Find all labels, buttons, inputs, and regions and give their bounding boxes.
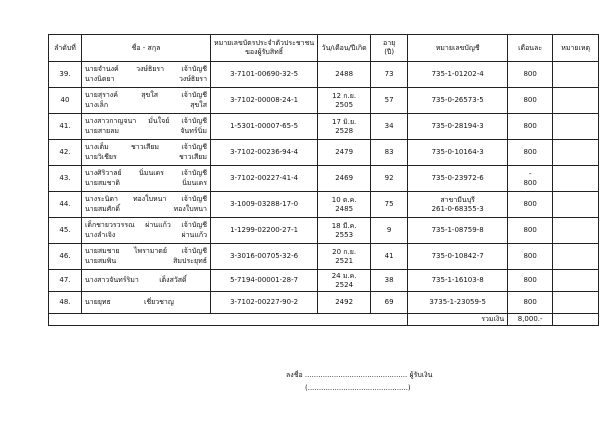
- row-amount: [508, 114, 553, 140]
- row-age: 83: [371, 140, 408, 166]
- row-dob: [318, 192, 371, 218]
- row-dob: [318, 244, 371, 270]
- beneficiary-name-part: นางนิตยา: [85, 75, 115, 83]
- row-number: 42.: [49, 140, 82, 166]
- header-age-line: อายุ: [383, 39, 396, 47]
- row-dob: [318, 292, 371, 314]
- table-row: [49, 166, 599, 192]
- beneficiary-name-part: สุขใส: [190, 101, 207, 109]
- beneficiary-name-part: นายสายลม: [85, 127, 120, 135]
- beneficiary-name-part: นายวิเชียร: [85, 153, 117, 161]
- row-account: [408, 192, 508, 218]
- row-name: [82, 192, 211, 218]
- dob-line: 2505: [335, 100, 354, 109]
- beneficiary-name: [85, 231, 207, 240]
- row-number: 47.: [49, 270, 82, 292]
- row-age: 9: [371, 218, 408, 244]
- row-name: [82, 244, 211, 270]
- beneficiary-name: [85, 257, 207, 266]
- row-note: [553, 192, 599, 218]
- row-account: [408, 62, 508, 88]
- dob-line: 20 ก.ย.: [332, 247, 357, 256]
- row-note: [553, 166, 599, 192]
- account-holder-name-part: นางศิริวาลย์: [85, 169, 122, 177]
- signature-name-parentheses: (.............................................): [305, 384, 411, 392]
- table-row: [49, 270, 599, 292]
- amount-line: 800: [523, 298, 537, 306]
- account-holder-name-part: นิ่มนเดร: [139, 169, 164, 177]
- amount-line: 800: [523, 252, 537, 260]
- account-holder-name-part: ไพรามาตย์: [133, 247, 167, 255]
- table-row: [49, 140, 599, 166]
- dob-line: 10 ต.ค.: [331, 195, 357, 204]
- row-name: [82, 218, 211, 244]
- account-holder-name-part: นางสาวกาญจนา: [85, 117, 137, 125]
- table-row: [49, 292, 599, 314]
- account-holder-name-part: เจ้าบัญชี: [181, 195, 207, 203]
- dob-line: 2528: [335, 126, 354, 135]
- beneficiary-name-part: นายสมชาติ: [85, 179, 120, 187]
- dob-line: 2479: [335, 148, 354, 156]
- row-age: 73: [371, 62, 408, 88]
- header-age: [371, 35, 408, 62]
- account-holder-name-part: เต็งสวัสดิ์: [159, 276, 187, 284]
- account-line: 735-0-26573-5: [431, 96, 484, 104]
- row-id-card: 3-3016-00705-32-6: [211, 244, 318, 270]
- row-amount: [508, 218, 553, 244]
- header-account: หมายเลขบัญชี: [408, 35, 508, 62]
- row-id-card: 3-7102-00008-24-1: [211, 88, 318, 114]
- amount-line: 800: [523, 276, 537, 284]
- row-dob: [318, 166, 371, 192]
- amount-line: 800: [523, 178, 537, 187]
- account-line: 735-0-10164-3: [431, 148, 484, 156]
- row-dob: [318, 62, 371, 88]
- beneficiary-name-part: สิมประยุทธ์: [173, 257, 207, 265]
- row-number: 48.: [49, 292, 82, 314]
- row-amount: [508, 244, 553, 270]
- amount-line: -: [528, 169, 532, 178]
- row-age: 75: [371, 192, 408, 218]
- row-dob: [318, 88, 371, 114]
- account-line: 735-1-08759-8: [431, 226, 484, 234]
- table-row: [49, 62, 599, 88]
- total-value: 8,000.-: [508, 314, 553, 326]
- dob-line: 12 ก.ย.: [332, 91, 357, 100]
- header-amount: เดือนละ: [508, 35, 553, 62]
- account-line: 3735-1-23059-5: [429, 298, 486, 306]
- header-name: ชื่อ - สกุล: [82, 35, 211, 62]
- beneficiary-name: [85, 179, 207, 188]
- account-line: 735-0-10842-7: [431, 252, 484, 260]
- amount-line: 800: [523, 148, 537, 156]
- beneficiary-name-part: นายสมพิน: [85, 257, 117, 265]
- beneficiary-name-part: นางลำเจิง: [85, 231, 116, 239]
- account-holder-name-part: เจ้าบัญชี: [181, 117, 207, 125]
- row-note: [553, 88, 599, 114]
- beneficiary-name-part: ชาวเสียม: [179, 153, 207, 161]
- beneficiary-name: [85, 101, 207, 110]
- row-note: [553, 292, 599, 314]
- row-name: [82, 88, 211, 114]
- row-dob: [318, 218, 371, 244]
- account-holder-name-part: ทองใบหนา: [132, 195, 167, 203]
- beneficiary-name-part: วงษ์ธิยรา: [178, 75, 207, 83]
- amount-line: 800: [523, 226, 537, 234]
- header-note: หมายเหตุ: [553, 35, 599, 62]
- account-holder-name: [85, 195, 207, 204]
- total-note: [553, 314, 599, 326]
- row-age: 34: [371, 114, 408, 140]
- table-header-row: [49, 35, 599, 62]
- amount-line: 800: [523, 122, 537, 130]
- header-id-card-line: ของผู้รับสิทธิ์: [245, 48, 283, 56]
- row-name: [82, 114, 211, 140]
- account-holder-name: [85, 117, 207, 126]
- header-id-card-line: หมายเลขบัตรประจำตัวประชาชน: [214, 39, 315, 47]
- dob-line: 24 ม.ค.: [331, 271, 357, 280]
- row-account: [408, 114, 508, 140]
- table-row: [49, 244, 599, 270]
- row-number: 46.: [49, 244, 82, 270]
- beneficiary-table: [48, 34, 599, 326]
- table-row: [49, 114, 599, 140]
- beneficiary-name-part: ผ่านแก้ว: [181, 231, 207, 239]
- beneficiary-name-part: นางเล็ก: [85, 101, 109, 109]
- account-holder-name: [85, 276, 207, 285]
- row-id-card: 3-7101-00690-32-5: [211, 62, 318, 88]
- account-holder-name: [85, 143, 207, 152]
- account-line: สาขามีนบุรี: [440, 195, 475, 204]
- row-name: [82, 140, 211, 166]
- amount-line: 800: [523, 200, 537, 208]
- total-row: [49, 314, 599, 326]
- table-row: [49, 218, 599, 244]
- dob-line: 2553: [335, 230, 354, 239]
- dob-line: 2524: [335, 280, 354, 289]
- total-blank: [49, 314, 408, 326]
- row-note: [553, 140, 599, 166]
- dob-line: 2485: [335, 204, 354, 213]
- row-id-card: 5-7194-00001-28-7: [211, 270, 318, 292]
- account-holder-name-part: เจ้าบัญชี: [181, 221, 207, 229]
- row-account: [408, 244, 508, 270]
- signature-dots: ..............................................: [304, 371, 408, 379]
- account-holder-name-part: ชาวเสียม: [131, 143, 160, 151]
- account-holder-name: [85, 169, 207, 178]
- row-account: [408, 270, 508, 292]
- row-number: 43.: [49, 166, 82, 192]
- dob-line: 2492: [335, 298, 354, 306]
- beneficiary-name-part: ทองใบหนา: [173, 205, 207, 213]
- beneficiary-name-part: นิ่มนเดร: [182, 179, 207, 187]
- row-number: 40: [49, 88, 82, 114]
- row-amount: [508, 62, 553, 88]
- account-line: 735-1-01202-4: [431, 70, 484, 78]
- row-amount: [508, 88, 553, 114]
- header-no: ลำดับที่: [49, 35, 82, 62]
- account-holder-name-part: นายสุรางค์: [85, 91, 118, 99]
- signature-label: ลงชื่อ: [286, 371, 303, 379]
- dob-line: 18 มี.ค.: [331, 221, 357, 230]
- row-account: [408, 166, 508, 192]
- row-note: [553, 270, 599, 292]
- dob-line: 17 มิ.ย.: [331, 117, 357, 126]
- row-id-card: 1-5301-00007-65-5: [211, 114, 318, 140]
- dob-line: 2488: [335, 70, 354, 78]
- dob-line: 2521: [335, 256, 354, 265]
- row-id-card: 3-7102-00227-41-4: [211, 166, 318, 192]
- table-row: [49, 88, 599, 114]
- beneficiary-name-part: จันทร์นิ่ม: [180, 127, 207, 135]
- account-holder-name-part: เจ้าบัญชี: [181, 91, 207, 99]
- row-account: [408, 88, 508, 114]
- row-account: [408, 140, 508, 166]
- row-name: [82, 270, 211, 292]
- row-amount: [508, 166, 553, 192]
- beneficiary-name-part: นายสมศักดิ์: [85, 205, 120, 213]
- account-line: 261-0-68355-3: [431, 204, 484, 213]
- account-holder-name-part: นายจำนงค์: [85, 65, 119, 73]
- account-holder-name-part: ผ่านแก้ว: [145, 221, 171, 229]
- header-age-line: (ปี): [384, 48, 395, 56]
- account-line: 735-0-23972-6: [431, 174, 484, 182]
- row-name: [82, 166, 211, 192]
- account-holder-name: [85, 65, 207, 74]
- account-holder-name-part: วงษ์ธิยรา: [136, 65, 165, 73]
- row-dob: [318, 114, 371, 140]
- row-note: [553, 244, 599, 270]
- account-holder-name-part: เจ้าบัญชี: [181, 65, 207, 73]
- row-note: [553, 62, 599, 88]
- row-note: [553, 114, 599, 140]
- row-note: [553, 218, 599, 244]
- row-account: [408, 218, 508, 244]
- row-age: 92: [371, 166, 408, 192]
- row-name: [82, 292, 211, 314]
- account-holder-name: [85, 221, 207, 230]
- beneficiary-name: [85, 205, 207, 214]
- account-holder-name-part: นางระนิดา: [85, 195, 118, 203]
- beneficiary-name: [85, 127, 207, 136]
- account-holder-name: [85, 298, 207, 307]
- row-amount: [508, 270, 553, 292]
- account-holder-name-part: เด็กชายวรวรรณ: [85, 221, 135, 229]
- row-amount: [508, 140, 553, 166]
- receiver-label: ผู้รับเงิน: [409, 371, 433, 379]
- account-holder-name-part: เจ้าบัญชี: [181, 169, 207, 177]
- row-account: [408, 292, 508, 314]
- account-holder-name-part: นางเต็ม: [85, 143, 109, 151]
- dob-line: 2469: [335, 174, 354, 182]
- amount-line: 800: [523, 96, 537, 104]
- header-dob: วัน/เดือน/ปีเกิด: [318, 35, 371, 62]
- row-id-card: 1-1299-02200-27-1: [211, 218, 318, 244]
- account-holder-name-part: นายยุทธ: [85, 298, 111, 306]
- account-holder-name: [85, 247, 207, 256]
- row-amount: [508, 192, 553, 218]
- table-body: [49, 62, 599, 326]
- row-age: 69: [371, 292, 408, 314]
- row-number: 39.: [49, 62, 82, 88]
- row-number: 44.: [49, 192, 82, 218]
- row-id-card: 3-7102-00227-90-2: [211, 292, 318, 314]
- row-dob: [318, 270, 371, 292]
- table-row: [49, 192, 599, 218]
- account-holder-name-part: เชี่ยวชาญ: [143, 298, 174, 306]
- account-holder-name-part: สุขใส: [141, 91, 159, 99]
- row-number: 41.: [49, 114, 82, 140]
- row-name: [82, 62, 211, 88]
- header-id-card: [211, 35, 318, 62]
- account-holder-name: [85, 91, 207, 100]
- account-holder-name-part: นางสาวจันทร์ริมา: [85, 276, 139, 284]
- beneficiary-name: [85, 75, 207, 84]
- row-id-card: 3-7102-00236-94-4: [211, 140, 318, 166]
- beneficiary-name: [85, 153, 207, 162]
- row-age: 41: [371, 244, 408, 270]
- row-number: 45.: [49, 218, 82, 244]
- amount-line: 800: [523, 70, 537, 78]
- row-age: 57: [371, 88, 408, 114]
- row-amount: [508, 292, 553, 314]
- row-age: 38: [371, 270, 408, 292]
- account-holder-name-part: เจ้าบัญชี: [181, 247, 207, 255]
- signature-line: [286, 370, 432, 381]
- total-label: รวมเงิน: [408, 314, 508, 326]
- account-holder-name-part: มั่นใจย์: [148, 117, 170, 125]
- row-dob: [318, 140, 371, 166]
- account-line: 735-1-16103-8: [431, 276, 484, 284]
- account-line: 735-0-28194-3: [431, 122, 484, 130]
- account-holder-name-part: เจ้าบัญชี: [181, 143, 207, 151]
- row-id-card: 3-1009-03288-17-0: [211, 192, 318, 218]
- account-holder-name-part: นายสมชาย: [85, 247, 120, 255]
